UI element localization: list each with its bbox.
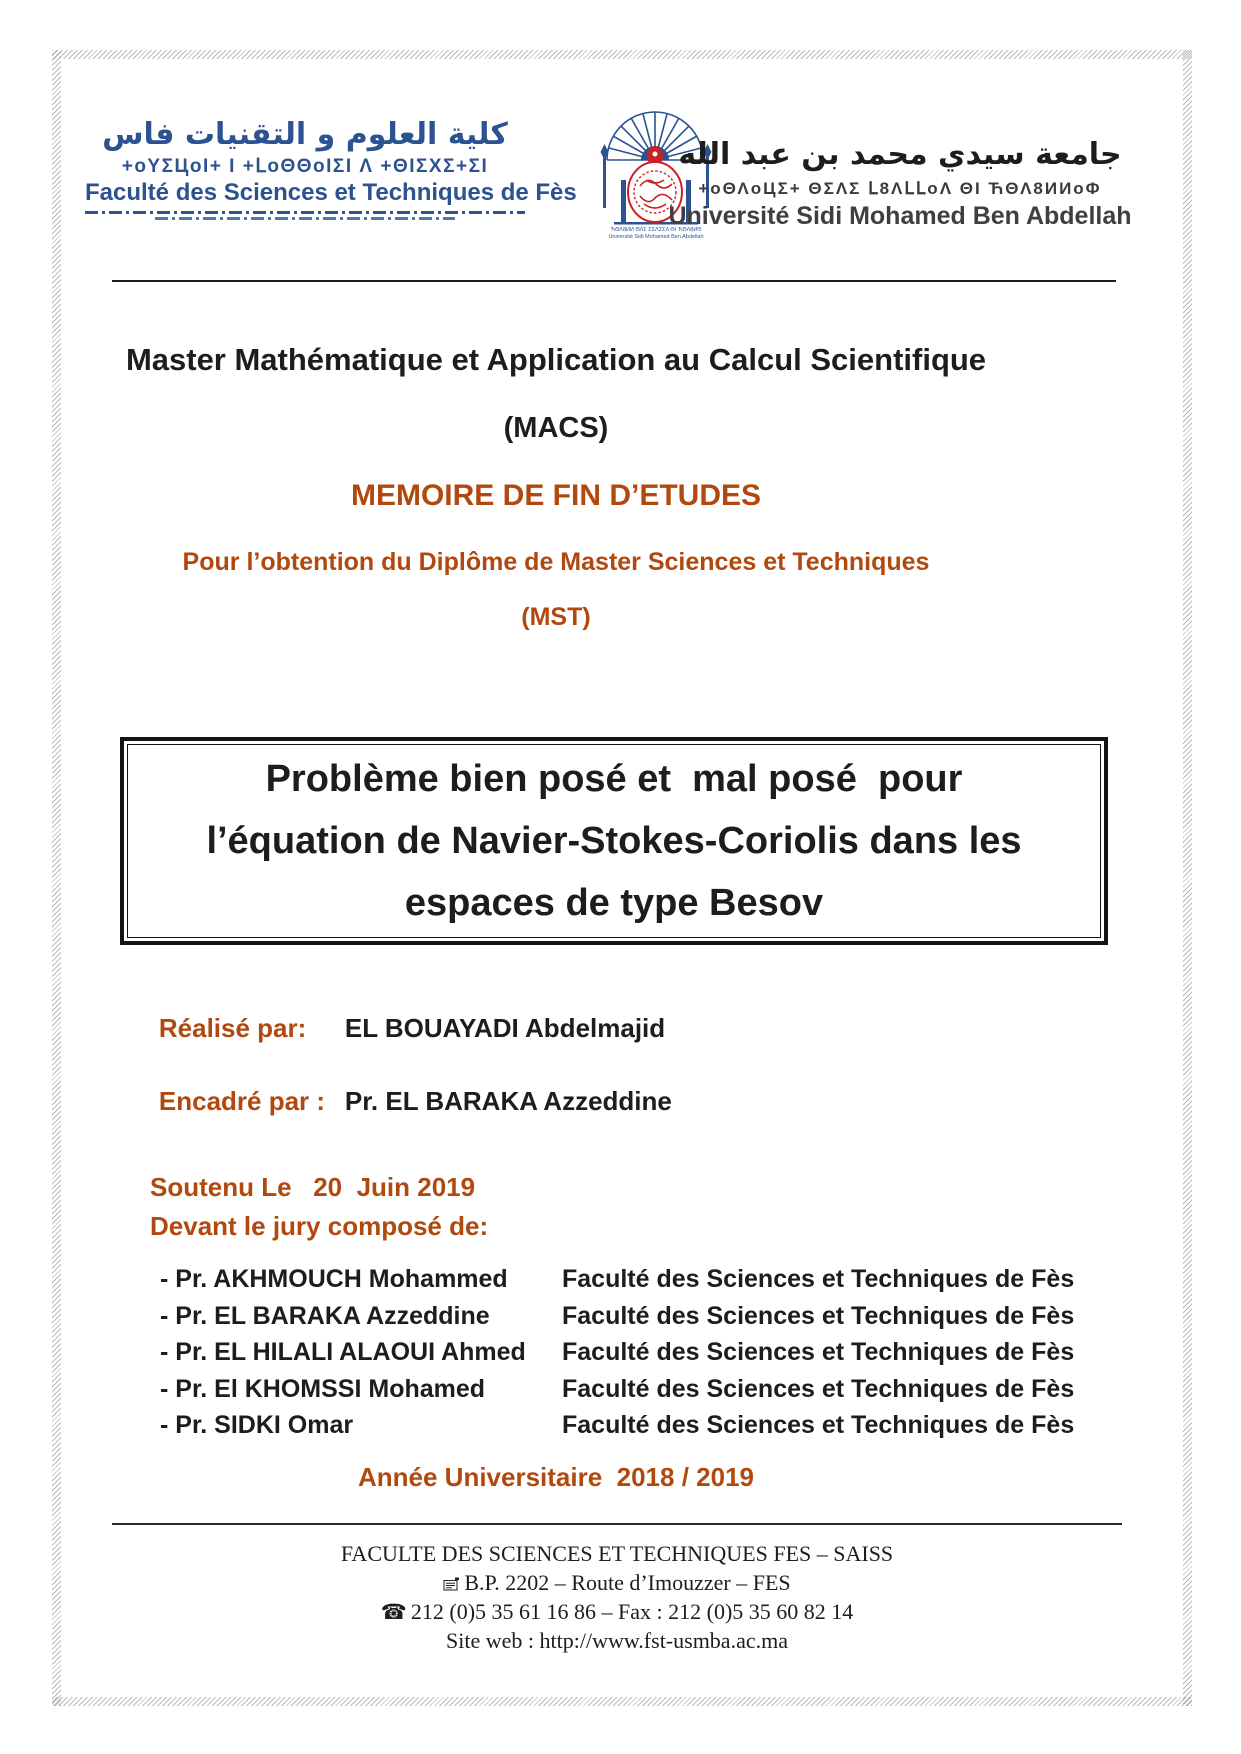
footer-address-text: B.P. 2202 – Route d’Imouzzer – FES [464,1569,791,1595]
university-header-block [655,136,1145,231]
jury-row [160,1407,1110,1444]
jury-member-affiliation: Faculté des Sciences et Techniques de Fès [562,1374,1075,1403]
jury-member-affiliation: Faculté des Sciences et Techniques de Fès [562,1338,1075,1367]
defense-date-line: Soutenu Le 20 Juin 2019 [150,1172,476,1202]
supervisor-row [150,1068,672,1117]
faculty-name-arabic: كلية العلوم و التقنيات فاس [102,117,508,152]
jury-row [160,1334,1110,1371]
realise-par-label: Réalisé par: [158,1013,307,1043]
jury-member-name: - Pr. EL HILALI ALAOUI Ahmed [160,1338,526,1367]
thesis-title-line1: Problème bien posé et mal posé pour [265,758,963,800]
footer-phone-text: 212 (0)5 35 61 16 86 – Fax : 212 (0)5 35 60 82 14 [410,1599,854,1624]
thesis-title-box [120,737,1108,945]
footer-website-line: Site web : http://www.fst-usmba.ac.ma [446,1627,788,1653]
footer-address-line [112,1569,1122,1599]
mst-acronym: (MST) [521,603,591,631]
jury-member-name: - Pr. El KHOMSSI Mohamed [160,1374,486,1403]
mail-icon [443,1570,460,1599]
academic-year-line: Année Universitaire 2018 / 2019 [357,1462,754,1492]
jury-member-name: - Pr. EL BARAKA Azzeddine [160,1301,490,1330]
header-dashdot-divider-short [155,217,455,220]
jury-member-name: - Pr. AKHMOUCH Mohammed [160,1265,508,1293]
jury-row [160,1298,1110,1335]
memoire-heading: MEMOIRE DE FIN D’ETUDES [350,479,762,512]
footer-separator-line [112,1523,1122,1525]
jury-row [160,1371,1110,1408]
thesis-title-line2: l’équation de Navier-Stokes-Coriolis dans les [206,820,1022,862]
page-border-left [52,50,61,1706]
supervisor-name: Pr. EL BARAKA Azzeddine [344,1086,672,1116]
jury-member-affiliation: Faculté des Sciences et Techniques de Fès [562,1301,1075,1330]
jury-member-affiliation: Faculté des Sciences et Techniques de Fès [562,1265,1075,1293]
thesis-title-box-inner [127,744,1101,938]
header-dashdot-divider [85,211,525,214]
page-border-top [52,50,1192,59]
thesis-title-line3: espaces de type Besov [404,882,824,924]
jury-intro-line: Devant le jury composé de: [150,1211,489,1241]
footer-phone-line [112,1598,1122,1627]
university-name-tifinagh: +oΘΛoЦΣ+ ΘΣΛΣ Ⅼ8ΛⅬⅬoΛ ΘI ЋΘΛ8ИИoΦ [698,179,1102,198]
page-border-right [1183,50,1192,1706]
obtention-line: Pour l’obtention du Diplôme de Master Sciences et Techniques [182,548,930,576]
phone-icon: ☎ [380,1600,407,1624]
encadre-par-label: Encadré par : [158,1086,326,1116]
university-name-arabic: جامعة سيدي محمد بن عبد الله [678,137,1122,172]
page-border-bottom [52,1697,1192,1706]
jury-member-name: - Pr. SIDKI Omar [160,1411,354,1440]
faculty-header-block [85,116,577,220]
university-name-french: Université Sidi Mohamed Ben Abdellah [668,202,1132,230]
master-program-title: Master Mathématique et Application au Calcul Scientifique [125,342,987,377]
logo-caption-tifinagh: ЋΘΛ8ИИ ΘΛΣ ΣΣΛΣΣΛ ΘI ЋΘΛ8ИΘ [610,227,702,233]
jury-row [160,1261,1110,1298]
header-separator-line [112,280,1116,282]
program-acronym: (MACS) [503,412,609,444]
author-name: EL BOUAYADI Abdelmajid [344,1013,666,1043]
faculty-name-tifinagh: +oYΣЦoI+ I +ⅬoΘΘoIΣI Λ +ΘIΣXΣ+ΣI [121,156,489,177]
footer-block [112,1540,1122,1655]
faculty-name-french: Faculté des Sciences et Techniques de Fès [85,179,577,206]
logo-caption-french: Université Sidi Mohamed Ben Abdellah [608,234,704,240]
author-row [150,995,665,1044]
jury-member-affiliation: Faculté des Sciences et Techniques de Fès [562,1411,1075,1440]
footer-faculty-line: FACULTE DES SCIENCES ET TECHNIQUES FES – SAISS [340,1541,894,1566]
jury-list [160,1261,1110,1444]
